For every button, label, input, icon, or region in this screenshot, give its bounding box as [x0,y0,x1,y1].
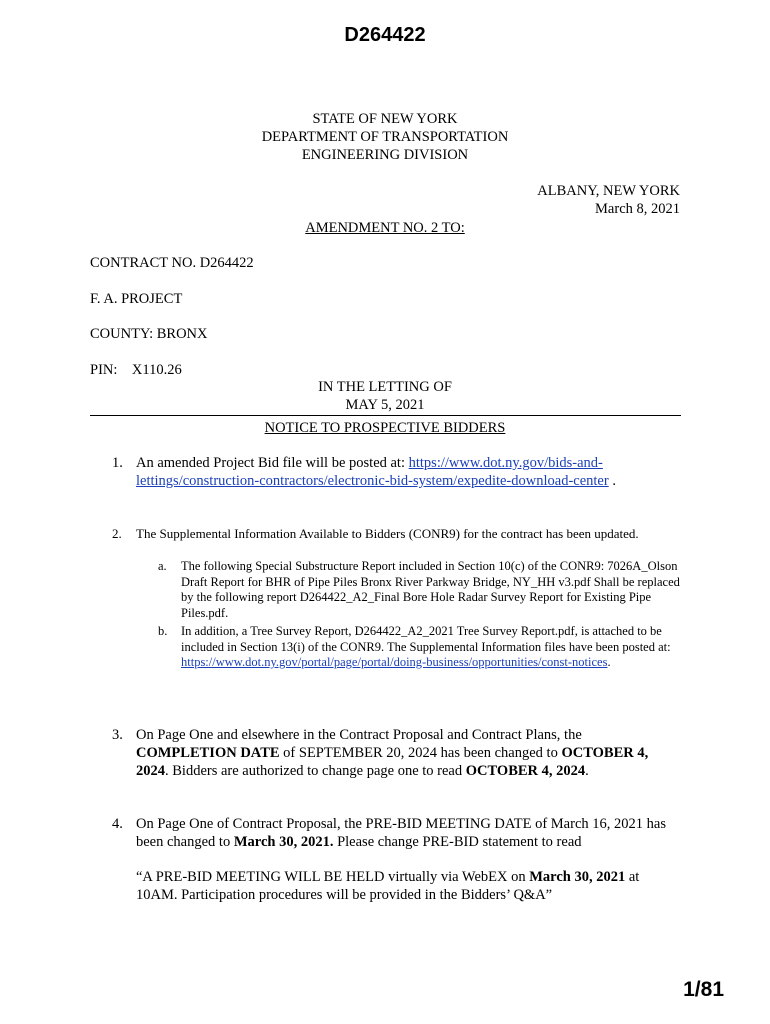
subitem-letter: a. [158,559,167,573]
county: COUNTY: BRONX [90,326,208,342]
subitem-text: In addition, a Tree Survey Report, D264422_A2_2021 Tree Survey Report.pdf, is attached to be included in Section 13(i) of the CONR9. The Supplemental Information files have been posted at: [181,624,671,654]
prebid-statement: at 10AM. Participation procedures will be provided in the Bidders’ Q&A” [136,869,640,903]
item-text: The Supplemental Information Available to Bidders (CONR9) for the contract has been updated. [136,526,639,541]
new-completion-date: OCTOBER 4, 2024 [465,763,586,779]
item-text: On Page One of Contract Proposal, the PRE-BID MEETING DATE of March 16, 2021 has been changed to [136,816,666,850]
issue-date: March 8, 2021 [595,201,680,217]
amendment-title: AMENDMENT NO. 2 TO: [305,220,465,236]
location: ALBANY, NEW YORK [537,183,680,199]
notice-subitem-2a [158,559,682,621]
item-number: 2. [112,526,122,541]
contract-number: CONTRACT NO. D264422 [90,255,254,271]
item-text: On Page One and elsewhere in the Contract Proposal and Contract Plans, the [136,727,582,743]
item-number: 4. [112,816,123,832]
item-text: of SEPTEMBER 20, 2024 has been changed to [279,745,562,761]
prebid-statement-date: March 30, 2021 [529,869,626,885]
pin: PIN: X110.26 [90,362,182,378]
prebid-statement: “A PRE-BID MEETING WILL BE HELD virtually via WebEX on [136,869,530,885]
subitem-tail: . [607,655,611,669]
page-number: 1/81 [683,978,724,1001]
agency-state: STATE OF NEW YORK [312,111,458,127]
item-number: 3. [112,727,123,743]
completion-date-label: COMPLETION DATE [136,745,280,761]
notice-item-3 [112,726,682,780]
item-text: . Bidders are authorized to change page one to read [165,763,466,779]
divider-rule [90,415,681,416]
item-text: An amended Project Bid file will be posted at: [136,455,409,471]
item-tail: . [608,473,616,489]
notice-item-2 [112,526,682,542]
letting-date: MAY 5, 2021 [345,397,425,413]
fa-project: F. A. PROJECT [90,291,183,307]
bid-file-link[interactable]: https://www.dot.ny.gov/bids-and-lettings/construction-contractors/electronic-bid-system/expedite-download-center [136,455,609,489]
item-tail: . [585,763,589,779]
new-completion-date: OCTOBER 4, 2024 [136,745,649,779]
notice-item-4 [112,815,682,904]
item-number: 1. [112,455,123,471]
agency-department: DEPARTMENT OF TRANSPORTATION [261,129,509,145]
subitem-letter: b. [158,624,168,638]
notice-subitem-2b [158,624,682,671]
new-prebid-date: March 30, 2021. [233,834,334,850]
subitem-text: The following Special Substructure Report included in Section 10(c) of the CONR9: 7026A_Olson Draft Report for BHR of Pipe Piles Bronx River Parkway Bridge, NY_HH v3.pdf Shall be replaced by the following report D264422_A2_Final Bore Hole Radar Survey Report for Existing Pipe Piles.pdf. [181,559,680,620]
letting-label: IN THE LETTING OF [318,379,452,395]
notice-title: NOTICE TO PROSPECTIVE BIDDERS [264,420,506,436]
agency-division: ENGINEERING DIVISION [301,147,469,163]
document-id: D264422 [344,24,426,46]
item-text: Please change PRE-BID statement to read [333,834,582,850]
supplemental-info-link[interactable]: https://www.dot.ny.gov/portal/page/portal/doing-business/opportunities/const-notices [181,655,608,669]
notice-item-1 [112,454,682,490]
